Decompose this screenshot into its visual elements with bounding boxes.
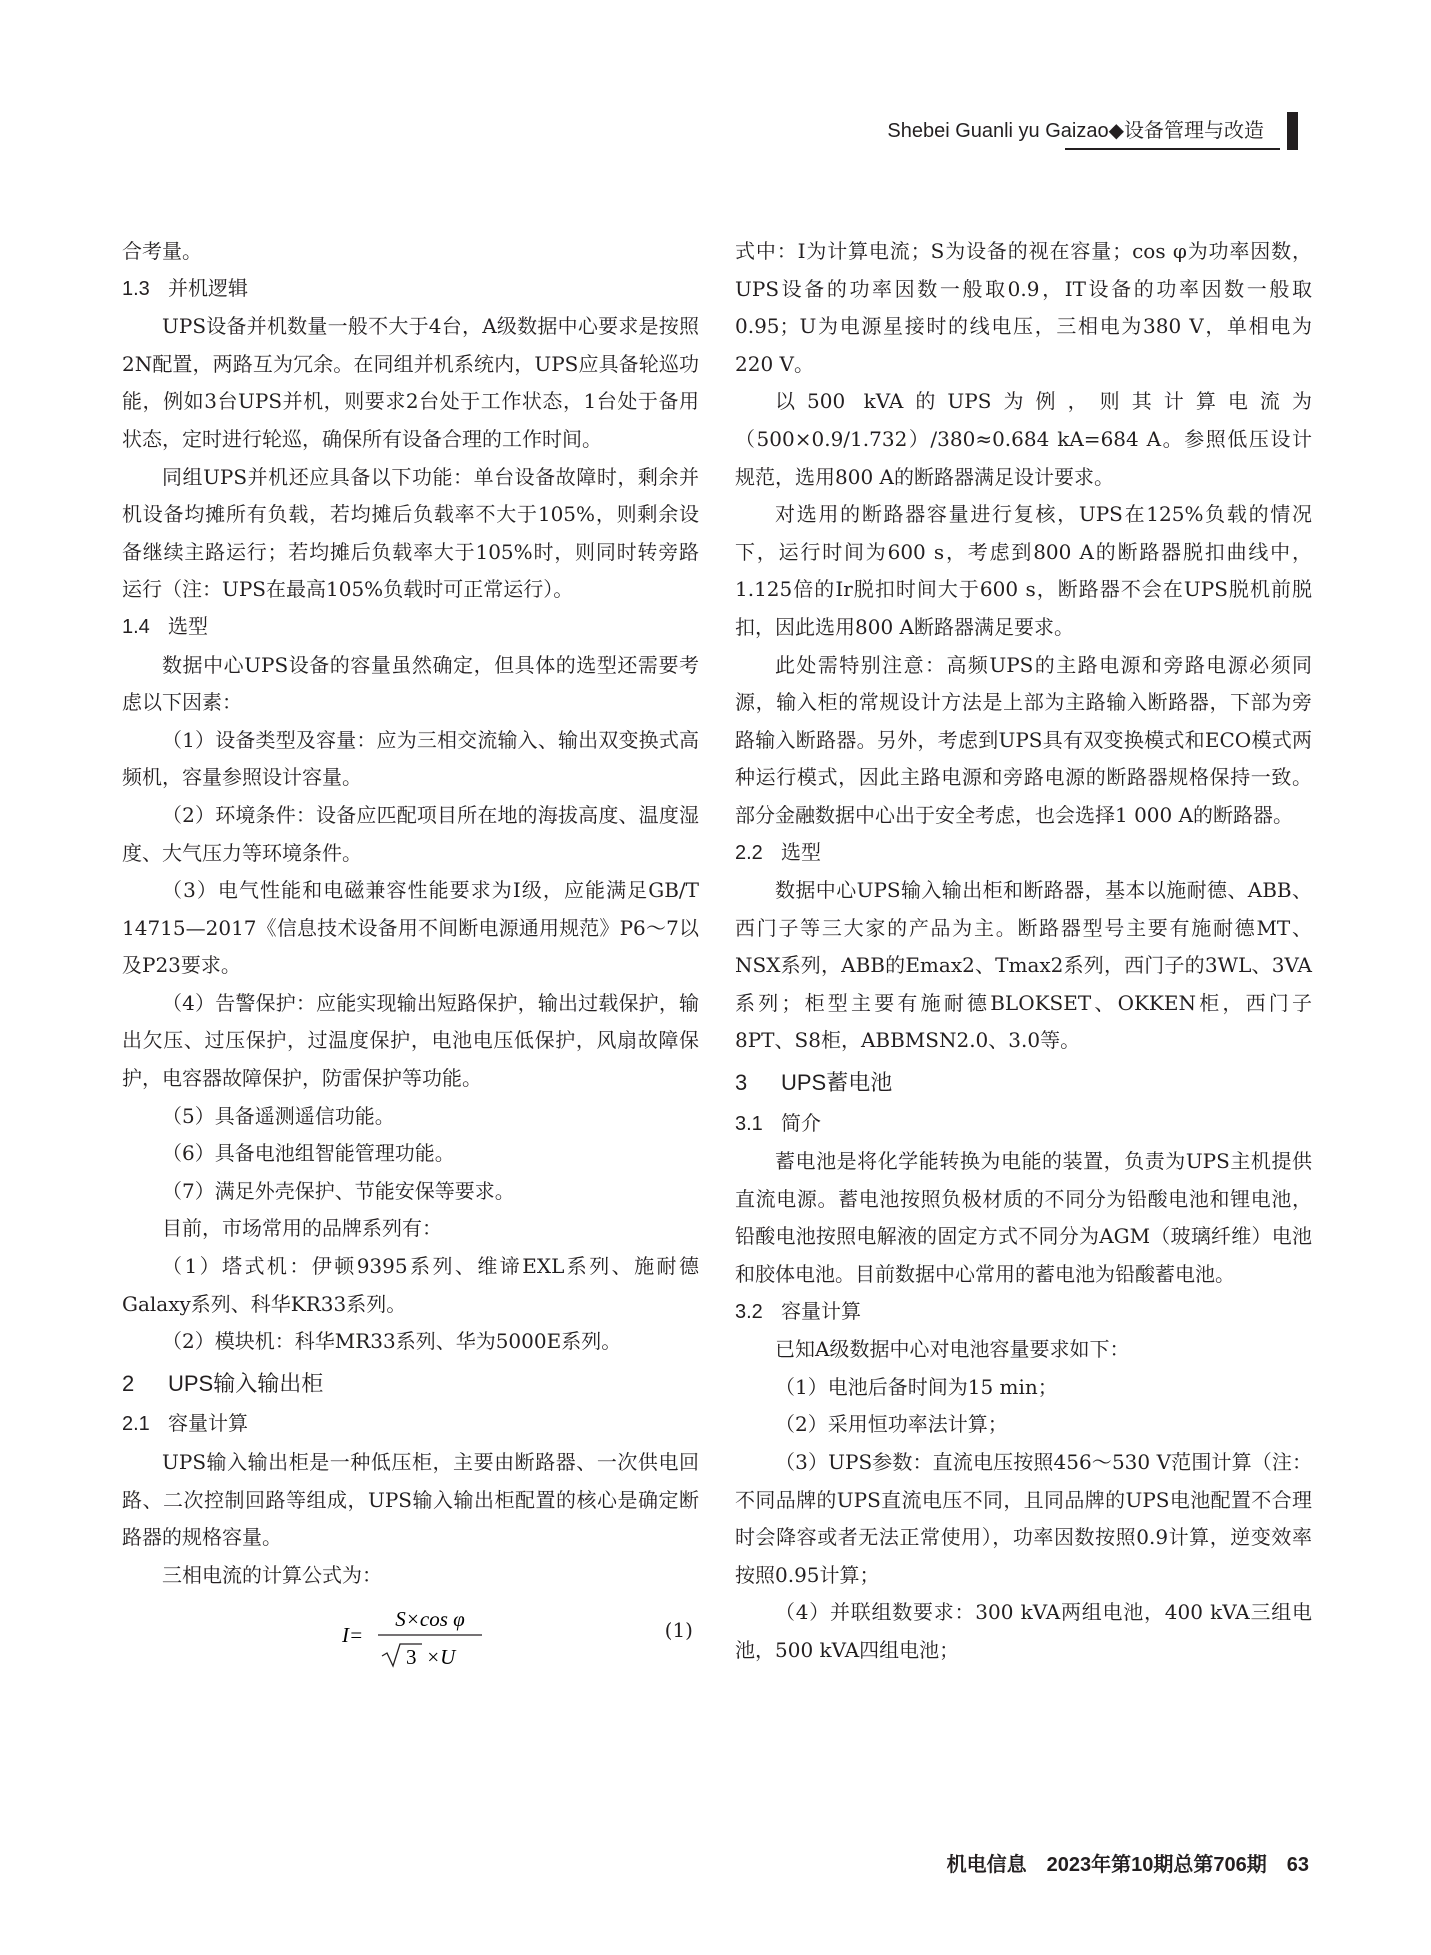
equation-radicand: 3 [406,1645,417,1670]
paragraph: 此处需特别注意：高频UPS的主路电源和旁路电源必须同源，输入柜的常规设计方法是上部为主路输入断路器，下部为旁路输入断路器。另外，考虑到UPS具有双变换模式和ECO模式两种运行模式，因此主路电源和旁路电源的断路器规格保持一致。部分金融数据中心出于安全考虑，也会选择1 000 A的断路器。 [735,652,1312,827]
section-title: UPS蓄电池 [781,1070,893,1096]
paragraph: 对选用的断路器容量进行复核，UPS在125%负载的情况下，运行时间为600 s，考虑到800 A的断路器脱扣曲线中，1.125倍的Ir脱扣时间大于600 s，断路器不会在UPS脱机前脱扣，因此选用800 A断路器满足要求。 [735,502,1312,639]
paragraph: 同组UPS并机还应具备以下功能：单台设备故障时，剩余并机设备均摊所有负载，若均摊后负载率不大于105%，则剩余设备继续主路运行；若均摊后负载率大于105%时，则同时转旁路运行（注：UPS在最高105%负载时可正常运行）。 [122,464,699,602]
section-number: 3 [735,1070,748,1096]
list-item: （2）采用恒功率法计算； [775,1412,1008,1437]
section-heading-1-4 [122,609,699,647]
section-heading-2-1 [122,1406,699,1444]
section-title: 并机逻辑 [168,277,248,300]
paragraph: 目前，市场常用的品牌系列有： [162,1216,442,1241]
paragraph: 蓄电池是将化学能转换为电能的装置，负责为UPS主机提供直流电源。蓄电池按照负极材质的不同分为铅酸电池和锂电池，铅酸电池按照电解液的固定方式不同分为AGM（玻璃纤维）电池和胶体电池。目前数据中心常用的蓄电池为铅酸蓄电池。 [735,1149,1312,1287]
section-heading-1-3 [122,271,699,309]
list-item: （3）电气性能和电磁兼容性能要求为Ⅰ级，应能满足GB/T 14715—2017《信息技术设备用不间断电源通用规范》P6～7以及P23要求。 [122,878,699,978]
equation-1 [122,1598,699,1676]
section-heading-2 [122,1365,699,1403]
section-number: 2.2 [735,841,763,864]
list-item: （2）模块机：科华MR33系列、华为5000E系列。 [162,1329,622,1354]
section-heading-3-1 [735,1106,1312,1144]
section-number: 1.3 [122,277,150,300]
paragraph: 三相电流的计算公式为： [162,1562,382,1587]
equation-lhs: I= [342,1623,364,1648]
section-number: 1.4 [122,615,150,638]
list-item: （4）并联组数要求：300 kVA两组电池，400 kVA三组电池，500 kVA四组电池； [735,1600,1312,1662]
section-title: 容量计算 [781,1300,861,1323]
list-item: （1）电池后备时间为15 min； [775,1374,1058,1399]
list-item: （3）UPS参数：直流电压按照456～530 V范围计算（注：不同品牌的UPS直流电压不同，且同品牌的UPS电池配置不合理时会降容或者无法正常使用），功率因数按照0.9计算，逆变效率按照0.95计算； [735,1450,1312,1587]
equation-number: (1) [664,1618,693,1643]
equation-graphic [322,1598,522,1674]
section-title: UPS输入输出柜 [168,1370,324,1396]
running-header [845,110,1298,152]
section-heading-3 [735,1064,1312,1102]
section-heading-2-2 [735,835,1312,873]
section-title: 简介 [781,1112,821,1135]
section-number: 2 [122,1370,135,1396]
list-item: （1）设备类型及容量：应为三相交流输入、输出双变换式高频机，容量参照设计容量。 [122,727,699,790]
equation-numerator: S×cos φ [395,1607,465,1632]
paragraph: 式中：I为计算电流；S为设备的视在容量；cos φ为功率因数，UPS设备的功率因数一般取0.9，IT设备的功率因数一般取0.95；U为电源星接时的线电压，三相电为380 V，单相电为220 V。 [735,239,1312,376]
list-item: （5）具备遥测遥信功能。 [162,1103,395,1128]
section-title: 选型 [168,615,208,638]
list-item: （7）满足外壳保护、节能安保等要求。 [162,1178,515,1203]
section-number: 2.1 [122,1413,150,1436]
running-title: Shebei Guanli yu Gaizao◆设备管理与改造 [887,120,1264,142]
paragraph: 数据中心UPS设备的容量虽然确定，但具体的选型还需要考虑以下因素： [122,652,699,715]
header-underline [1065,148,1280,150]
paragraph: UPS输入输出柜是一种低压柜，主要由断路器、一次供电回路、二次控制回路等组成，UPS输入输出柜配置的核心是确定断路器的规格容量。 [122,1450,699,1550]
list-item: （4）告警保护：应能实现输出短路保护，输出过载保护，输出欠压、过压保护，过温度保护，电池电压低保护，风扇故障保护，电容器故障保护，防雷保护等功能。 [122,990,699,1091]
list-item: （2）环境条件：设备应匹配项目所在地的海拔高度、温度湿度、大气压力等环境条件。 [122,802,699,865]
section-title: 选型 [781,841,821,864]
section-title: 容量计算 [168,1413,248,1436]
list-item: （6）具备电池组智能管理功能。 [162,1141,455,1166]
paragraph-continued: 合考量。 [122,239,202,263]
list-item: （1）塔式机：伊顿9395系列、维谛EXL系列、施耐德Galaxy系列、科华KR33系列。 [122,1254,699,1316]
right-column [735,233,1312,1670]
paragraph: 已知A级数据中心对电池容量要求如下： [775,1337,1130,1362]
paragraph: 数据中心UPS输入输出柜和断路器，基本以施耐德、ABB、西门子等三大家的产品为主。断路器型号主要有施耐德MT、NSX系列，ABB的Emax2、Tmax2系列，西门子的3WL、3VA系列；柜型主要有施耐德BLOKSET、OKKEN柜，西门子8PT、S8柜，ABBMSN2.0、3.0等。 [735,878,1312,1053]
section-heading-3-2 [735,1294,1312,1332]
paragraph: UPS设备并机数量一般不大于4台，A级数据中心要求是按照2N配置，两路互为冗余。在同组并机系统内，UPS应具备轮巡功能，例如3台UPS并机，则要求2台处于工作状态，1台处于备用状态，定时进行轮巡，确保所有设备合理的工作时间。 [122,314,699,451]
paragraph: 以500 kVA的UPS为例，则其计算电流为（500×0.9/1.732）/380≈0.684 kA=684 A。参照低压设计规范，选用800 A的断路器满足设计要求。 [735,389,1312,489]
section-number: 3.2 [735,1300,763,1323]
equation-denominator-rest: ×U [426,1645,456,1670]
header-bar-mark [1287,112,1298,150]
left-column [122,233,699,1676]
journal-footer: 机电信息 2023年第10期总第706期 63 [946,1854,1309,1876]
section-number: 3.1 [735,1112,763,1135]
